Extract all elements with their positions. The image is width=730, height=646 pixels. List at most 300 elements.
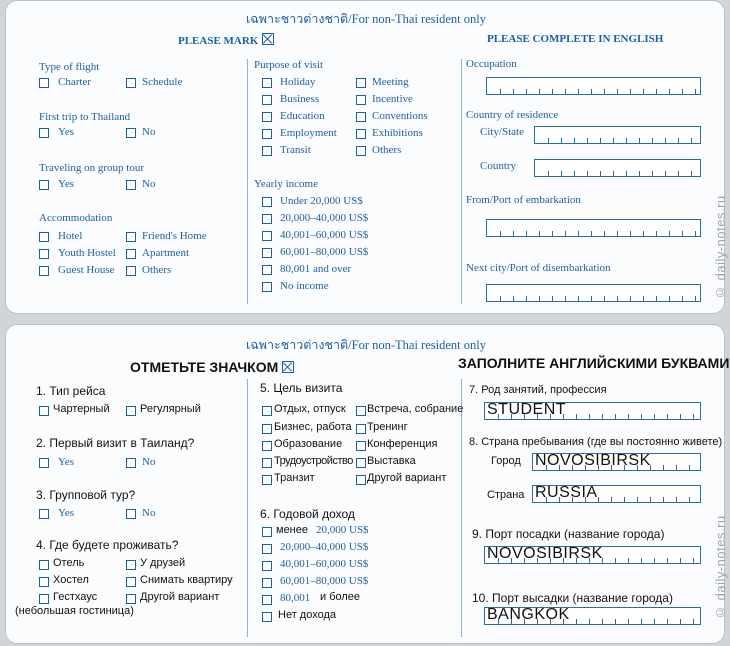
field-tick: [650, 465, 651, 470]
friends-label: У друзей: [140, 557, 186, 569]
field-tick: [565, 231, 566, 236]
field-tick: [628, 558, 629, 563]
field-tick: [513, 231, 514, 236]
accommodation-others-label: Others: [142, 264, 172, 276]
field-tick: [650, 497, 651, 502]
field-tick: [667, 619, 668, 624]
field-tick: [678, 138, 679, 143]
employment-checkbox[interactable]: [262, 458, 272, 468]
education-checkbox[interactable]: [262, 441, 272, 451]
field-tick: [665, 171, 666, 176]
mark-label-ru: ОТМЕТЬТЕ ЗНАЧКОМ: [130, 359, 279, 375]
field-tick: [624, 497, 625, 502]
field-tick: [637, 497, 638, 502]
card-header: เฉพาะชาวต่างชาติ/For non-Thai resident only: [246, 338, 486, 352]
income-4-checkbox[interactable]: [262, 578, 272, 588]
field-tick: [498, 619, 499, 624]
business-label: Бизнес, работа: [274, 421, 352, 433]
field-tick: [663, 497, 664, 502]
hotel-label: Отель: [53, 557, 85, 569]
field-tick: [639, 138, 640, 143]
next-city-field[interactable]: [486, 284, 701, 302]
country-field[interactable]: [534, 159, 701, 177]
income-5-suffix: и более: [320, 591, 361, 603]
q3-label: 3. Групповой тур?: [36, 488, 136, 502]
field-tick: [641, 619, 642, 624]
field-tick: [669, 231, 670, 236]
field-tick: [665, 138, 666, 143]
field-tick: [691, 171, 692, 176]
field-tick: [689, 497, 690, 502]
field-tick: [537, 414, 538, 419]
column-divider: [461, 59, 462, 304]
purpose-label: Purpose of visit: [254, 59, 324, 71]
field-tick: [526, 296, 527, 301]
please-mark-heading: [178, 33, 274, 47]
income-1-label: 20,000 US$: [316, 524, 369, 536]
group-tour-no-checkbox[interactable]: [126, 180, 136, 190]
field-tick: [585, 497, 586, 502]
field-tick: [526, 231, 527, 236]
field-tick: [630, 231, 631, 236]
first-trip-yes-label: Yes: [58, 126, 75, 138]
q2-label: 2. Первый визит в Таиланд?: [36, 436, 195, 450]
card-header: เฉพาะชาวต่างชาติ/For non-Thai resident only: [246, 12, 486, 26]
field-tick: [680, 619, 681, 624]
occupation-value: STUDENT: [487, 401, 567, 418]
country-field[interactable]: [532, 485, 701, 503]
field-tick: [600, 171, 601, 176]
field-tick: [563, 558, 564, 563]
other-accommodation-label: Другой вариант: [140, 591, 220, 603]
field-tick: [617, 89, 618, 94]
field-tick: [691, 138, 692, 143]
education-label: Образование: [274, 438, 343, 450]
accommodation-label: Accommodation: [39, 212, 113, 224]
field-tick: [561, 138, 562, 143]
field-tick: [513, 89, 514, 94]
hostel-label: Хостел: [53, 574, 89, 586]
column-divider: [461, 379, 462, 637]
field-tick: [643, 89, 644, 94]
please-mark-label: PLEASE MARK: [178, 35, 259, 47]
next-city-label: Next city/Port of disembarkation: [466, 262, 611, 274]
field-tick: [498, 558, 499, 563]
income-5-label: 80,001: [280, 592, 311, 604]
complete-heading-ru: ЗАПОЛНИТЕ АНГЛИЙСКИМИ БУКВАМИ: [458, 355, 730, 371]
please-complete-heading: PLEASE COMPLETE IN ENGLISH: [487, 33, 664, 45]
russian-form-card: [5, 324, 730, 644]
from-port-label: From/Port of embarkation: [466, 194, 581, 206]
guest-house-label: Guest House: [58, 264, 115, 276]
conventions-label: Conventions: [372, 110, 428, 122]
q7-label: 7. Род занятий, профессия: [469, 384, 607, 396]
exhibitions-checkbox[interactable]: [356, 129, 366, 139]
watermark: © daily-notes.ru: [713, 195, 728, 300]
q4-label: 4. Где будете проживать?: [36, 538, 179, 552]
income-3-label: 40,001–60,000 US$: [280, 229, 369, 241]
field-tick: [615, 558, 616, 563]
field-tick: [591, 296, 592, 301]
field-tick: [539, 231, 540, 236]
income-1-checkbox[interactable]: [262, 527, 272, 537]
conventions-checkbox[interactable]: [356, 112, 366, 122]
holiday-checkbox[interactable]: [262, 78, 272, 88]
exhibition-checkbox[interactable]: [356, 458, 366, 468]
field-tick: [695, 231, 696, 236]
field-tick: [695, 296, 696, 301]
field-tick: [563, 619, 564, 624]
income-5-label: 80,001 and over: [280, 263, 352, 275]
training-checkbox[interactable]: [356, 424, 366, 434]
field-tick: [587, 138, 588, 143]
meeting-label: Meeting: [372, 76, 409, 88]
field-tick: [598, 465, 599, 470]
purpose-others-label: Others: [372, 144, 402, 156]
field-tick: [604, 231, 605, 236]
field-tick: [552, 231, 553, 236]
guesthouse-label: Гестхаус: [53, 591, 98, 603]
group-tour-yes-checkbox[interactable]: [39, 180, 49, 190]
field-tick: [682, 296, 683, 301]
q5-label: 5. Цель визита: [260, 381, 343, 395]
field-tick: [537, 619, 538, 624]
meeting-label: Встреча, собрание: [367, 403, 464, 415]
income-3-checkbox[interactable]: [262, 231, 272, 241]
field-tick: [663, 465, 664, 470]
field-tick: [578, 231, 579, 236]
field-tick: [585, 465, 586, 470]
income-4-label: 60,001–80,000 US$: [280, 246, 369, 258]
disembarkation-field[interactable]: [484, 607, 701, 625]
country-label: Страна: [487, 489, 525, 501]
first-trip-no-checkbox[interactable]: [126, 128, 136, 138]
yearly-income-label: Yearly income: [254, 178, 318, 190]
charter-label: Чартерный: [53, 403, 110, 415]
education-label: Education: [280, 110, 325, 122]
field-tick: [550, 619, 551, 624]
field-tick: [511, 414, 512, 419]
field-tick: [615, 414, 616, 419]
meeting-checkbox[interactable]: [356, 78, 366, 88]
field-tick: [548, 138, 549, 143]
field-tick: [680, 558, 681, 563]
income-6-checkbox[interactable]: [262, 612, 272, 622]
field-tick: [693, 619, 694, 624]
country-label: Country: [480, 160, 517, 172]
charter-checkbox[interactable]: [39, 406, 49, 416]
group-tour-yes-label: Yes: [58, 178, 75, 190]
type-of-flight-label: Type of flight: [39, 61, 100, 73]
column-divider: [247, 379, 248, 637]
first-trip-no-label: No: [142, 126, 156, 138]
field-tick: [602, 619, 603, 624]
transit-label: Транзит: [274, 472, 315, 484]
income-3-checkbox[interactable]: [262, 561, 272, 571]
field-tick: [511, 619, 512, 624]
youth-hostel-checkbox[interactable]: [39, 249, 49, 259]
q1-label: 1. Тип рейса: [36, 384, 106, 398]
group-tour-yes-checkbox[interactable]: [39, 509, 49, 519]
field-tick: [652, 138, 653, 143]
purpose-others-checkbox[interactable]: [356, 146, 366, 156]
field-tick: [550, 558, 551, 563]
field-tick: [613, 138, 614, 143]
employment-label: Трудоустройство: [274, 455, 353, 467]
city-state-field[interactable]: [534, 126, 701, 144]
field-tick: [604, 89, 605, 94]
field-tick: [641, 414, 642, 419]
field-tick: [565, 296, 566, 301]
charter-checkbox[interactable]: [39, 78, 49, 88]
income-1-checkbox[interactable]: [262, 197, 272, 207]
disembarkation-value: BANGKOK: [487, 606, 570, 623]
field-tick: [639, 171, 640, 176]
field-tick: [537, 558, 538, 563]
field-tick: [652, 171, 653, 176]
income-6-label: Нет дохода: [278, 609, 336, 621]
field-tick: [693, 414, 694, 419]
field-tick: [587, 171, 588, 176]
field-tick: [613, 171, 614, 176]
income-5-checkbox[interactable]: [262, 595, 272, 605]
schedule-checkbox[interactable]: [126, 78, 136, 88]
field-tick: [630, 296, 631, 301]
from-port-field[interactable]: [486, 219, 701, 237]
friends-home-label: Friend's Home: [142, 230, 207, 242]
group-tour-no-label: No: [142, 507, 156, 519]
field-tick: [628, 619, 629, 624]
country-value: RUSSIA: [535, 484, 598, 501]
field-tick: [654, 619, 655, 624]
transit-checkbox[interactable]: [262, 146, 272, 156]
first-trip-yes-checkbox[interactable]: [39, 128, 49, 138]
group-tour-no-label: No: [142, 178, 156, 190]
field-tick: [578, 296, 579, 301]
embarkation-value: NOVOSIBIRSK: [487, 545, 603, 562]
field-tick: [539, 296, 540, 301]
conference-checkbox[interactable]: [356, 441, 366, 451]
transit-checkbox[interactable]: [262, 475, 272, 485]
field-tick: [630, 89, 631, 94]
field-tick: [626, 138, 627, 143]
q8-label: 8. Страна пребывания (где вы постоянно живете): [469, 436, 723, 448]
income-5-checkbox[interactable]: [262, 265, 272, 275]
group-tour-yes-label: Yes: [58, 507, 75, 519]
field-tick: [626, 171, 627, 176]
field-tick: [604, 296, 605, 301]
youth-hostel-label: Youth Hostel: [58, 247, 116, 259]
field-tick: [546, 497, 547, 502]
field-tick: [498, 414, 499, 419]
exhibition-label: Выставка: [367, 455, 416, 467]
field-tick: [576, 414, 577, 419]
apartment-label: Apartment: [142, 247, 190, 259]
field-tick: [602, 414, 603, 419]
q6-label: 6. Годовой доход: [260, 507, 355, 521]
city-state-label: City/State: [480, 126, 524, 138]
transit-label: Transit: [280, 144, 311, 156]
occupation-field[interactable]: [484, 402, 701, 420]
field-tick: [550, 414, 551, 419]
hostel-checkbox[interactable]: [39, 577, 49, 587]
field-tick: [624, 465, 625, 470]
hotel-label: Hotel: [58, 230, 83, 242]
hotel-checkbox[interactable]: [39, 232, 49, 242]
field-tick: [680, 414, 681, 419]
field-tick: [615, 619, 616, 624]
incentive-checkbox[interactable]: [356, 95, 366, 105]
income-4-checkbox[interactable]: [262, 248, 272, 258]
q9-label: 9. Порт посадки (название города): [472, 527, 665, 541]
field-tick: [574, 171, 575, 176]
mark-heading-ru: [130, 359, 294, 375]
employment-label: Employment: [280, 127, 337, 139]
income-2-label: 20,000–40,000 US$: [280, 541, 369, 553]
field-tick: [611, 465, 612, 470]
field-tick: [546, 465, 547, 470]
income-2-checkbox[interactable]: [262, 214, 272, 224]
holiday-label: Holiday: [280, 76, 316, 88]
field-tick: [656, 89, 657, 94]
field-tick: [643, 231, 644, 236]
regular-checkbox[interactable]: [126, 406, 136, 416]
field-tick: [669, 89, 670, 94]
field-tick: [500, 231, 501, 236]
friends-home-checkbox[interactable]: [126, 232, 136, 242]
field-tick: [548, 171, 549, 176]
field-tick: [500, 296, 501, 301]
field-tick: [524, 558, 525, 563]
city-field[interactable]: [532, 453, 701, 471]
watermark: © daily-notes.ru: [713, 515, 728, 620]
regular-label: Регулярный: [140, 403, 201, 415]
conference-label: Конференция: [367, 438, 438, 450]
small-hotel-note: (небольшая гостиница): [15, 605, 134, 617]
field-tick: [576, 619, 577, 624]
other-purpose-label: Другой вариант: [367, 472, 447, 484]
first-visit-no-checkbox[interactable]: [126, 458, 136, 468]
embarkation-field[interactable]: [484, 546, 701, 564]
field-tick: [682, 89, 683, 94]
field-tick: [656, 231, 657, 236]
field-tick: [552, 89, 553, 94]
field-tick: [643, 296, 644, 301]
income-4-label: 60,001–80,000 US$: [280, 575, 369, 587]
field-tick: [524, 619, 525, 624]
field-tick: [641, 558, 642, 563]
business-label: Business: [280, 93, 320, 105]
other-accommodation-checkbox[interactable]: [126, 594, 136, 604]
business-checkbox[interactable]: [262, 95, 272, 105]
schedule-label: Schedule: [142, 76, 183, 88]
income-6-checkbox[interactable]: [262, 282, 272, 292]
field-tick: [511, 558, 512, 563]
field-tick: [574, 138, 575, 143]
field-tick: [695, 89, 696, 94]
hotel-checkbox[interactable]: [39, 560, 49, 570]
field-tick: [611, 497, 612, 502]
field-tick: [667, 558, 668, 563]
income-2-label: 20,000–40,000 US$: [280, 212, 369, 224]
field-tick: [676, 497, 677, 502]
field-tick: [561, 171, 562, 176]
field-tick: [637, 465, 638, 470]
education-checkbox[interactable]: [262, 112, 272, 122]
field-tick: [654, 414, 655, 419]
field-tick: [565, 89, 566, 94]
meeting-checkbox[interactable]: [356, 406, 366, 416]
x-mark-icon: [282, 361, 294, 373]
rest-label: Отдых, отпуск: [274, 403, 346, 415]
charter-label: Charter: [58, 76, 91, 88]
income-less-label: менее: [276, 524, 308, 536]
city-value: NOVOSIBIRSK: [535, 452, 651, 469]
occupation-label: Occupation: [466, 58, 517, 70]
field-tick: [628, 414, 629, 419]
field-tick: [563, 414, 564, 419]
guesthouse-checkbox[interactable]: [39, 594, 49, 604]
income-2-checkbox[interactable]: [262, 544, 272, 554]
field-tick: [693, 558, 694, 563]
field-tick: [513, 296, 514, 301]
training-label: Тренинг: [367, 421, 408, 433]
field-tick: [617, 296, 618, 301]
field-tick: [654, 558, 655, 563]
field-tick: [539, 89, 540, 94]
field-tick: [602, 558, 603, 563]
field-tick: [572, 465, 573, 470]
field-tick: [559, 465, 560, 470]
field-tick: [578, 89, 579, 94]
q10-label: 10. Порт высадки (название города): [472, 591, 673, 605]
occupation-field[interactable]: [486, 77, 701, 95]
other-purpose-checkbox[interactable]: [356, 475, 366, 485]
friends-checkbox[interactable]: [126, 560, 136, 570]
apartment-checkbox[interactable]: [126, 249, 136, 259]
field-tick: [598, 497, 599, 502]
first-visit-yes-label: Yes: [58, 456, 75, 468]
field-tick: [589, 414, 590, 419]
rest-checkbox[interactable]: [262, 406, 272, 416]
field-tick: [617, 231, 618, 236]
column-divider: [247, 59, 248, 304]
x-mark-icon: [262, 33, 274, 45]
income-1-label: Under 20,000 US$: [280, 195, 363, 207]
field-tick: [656, 296, 657, 301]
income-3-label: 40,001–60,000 US$: [280, 558, 369, 570]
guest-house-checkbox[interactable]: [39, 266, 49, 276]
field-tick: [678, 171, 679, 176]
business-checkbox[interactable]: [262, 424, 272, 434]
first-visit-yes-checkbox[interactable]: [39, 458, 49, 468]
field-tick: [500, 89, 501, 94]
rent-checkbox[interactable]: [126, 577, 136, 587]
field-tick: [526, 89, 527, 94]
field-tick: [682, 231, 683, 236]
field-tick: [591, 89, 592, 94]
field-tick: [689, 465, 690, 470]
exhibitions-label: Exhibitions: [372, 127, 423, 139]
group-tour-no-checkbox[interactable]: [126, 509, 136, 519]
field-tick: [559, 497, 560, 502]
field-tick: [572, 497, 573, 502]
employment-checkbox[interactable]: [262, 129, 272, 139]
accommodation-others-checkbox[interactable]: [126, 266, 136, 276]
country-residence-label: Country of residence: [466, 109, 559, 121]
field-tick: [552, 296, 553, 301]
field-tick: [576, 558, 577, 563]
